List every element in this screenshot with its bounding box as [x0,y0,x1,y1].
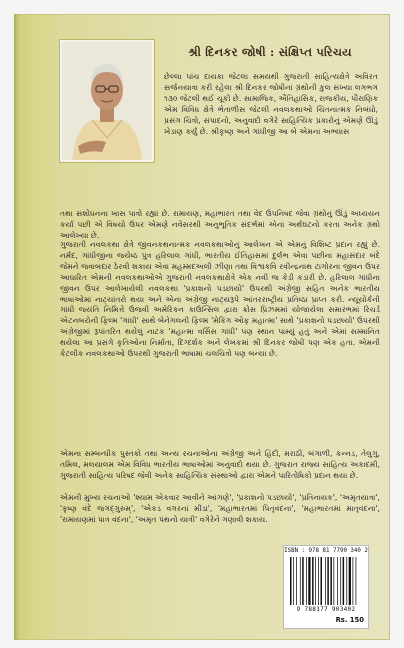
barcode-bar [343,557,345,605]
intro-paragraph: છેલ્લા પાંચ દાયકા જેટલા સમયથી ગુજરાતી સાહિત્યક્ષેત્રે અવિરત સર્જનયાત્રા કરી રહેલા શ્રી દિનકર જોષીનાં ગ્રંથોની કુલ સંખ્યા લગભગ ૧૩૦ જેટલી થઈ ચૂકી છે. સામાજિક, ઐતિહાસિક, રાજકીય, પૌરાણિક એમ વિવિધ ક્ષેત્રે ભેતાળીસ જેટલી નવલકથાઓ ચિંતનાત્મક નિબંધો, પ્રસંગ ચિત્રો, સંપાદનો, અનુવાદો વગેરે સાહિત્યિક પ્રકારોનું એમણે ઊંડું ખેડાણ કર્યું છે. શ્રીકૃષ્ણ અને ગાંધીજી આ બે એમના અભ્યાસ [164,72,378,136]
author-photo [60,40,154,162]
barcode-bar [312,557,314,605]
major-works-paragraph: એમની મુખ્ય રચનાઓ 'શ્યામ એકવાર આવીને આંગણે', 'પ્રકાશનો પડછાયો', 'પ્રતિનાયક', 'અમૃતયાત્રા', 'કૃષ્ણ વંદે જગદ્ગુરુમ્', 'એકડ વગરનાં મીંડા', 'મહાભારતમાં પિતૃવંદના', 'મહાભારતમાં માતૃવંદના', 'રામાયણમાં પાત્ર વંદના', 'અમૃત પંથનો યાત્રી' વગેરેને ગણાવી શકાય. [60,493,380,524]
translations-paragraph: એમના સમ્બન્ધીક પુસ્તકો તથા અન્ય રચનાઓના અંગ્રેજી અને હિંદી, મરાઠી, બંગાળી, કન્નડ, તેલુગુ, તમિલ, મલયાલમ એમ વિવિધ ભારતીય ભાષાઓમાં અનુવાદો થયા છે. ગુજરાત રાજ્ય સાહિત્ય અકાદમી, ગુજરાતી સાહિત્ય પરિષદ જેવી અનેક સાહિત્યિક સંસ્થાઓ દ્વારા એમને પારિતોષિકો પ્રદાન થયા છે. [60,449,380,480]
barcode-bar [337,557,338,605]
barcode-bar [349,557,351,605]
isbn-text: ISBN : 978 81 7790 340 2 [284,548,368,554]
spine-edge [14,14,20,640]
barcode-bar [293,557,294,605]
barcode-bar [325,557,326,605]
barcode-image [290,557,362,605]
page-title: શ્રી દિનકર જોષી : સંક્ષિપ્ત પરિચય [188,45,352,59]
barcode-bar [318,557,319,605]
barcode-bar [296,557,297,605]
barcode-bar [327,557,329,605]
barcode-bar [330,557,332,605]
barcode-bar [340,557,341,605]
barcode-bar [300,557,301,605]
barcode-bar [333,557,334,605]
barcode-label [283,545,369,629]
author-portrait-illustration [62,42,152,160]
novels-paragraph: ગુજરાતી નવલકથા ક્ષેત્રે જીવનકથનાત્મક નવલકથાઓનું આલેખન એ એમનું વિશિષ્ટ પ્રદાન રહ્યું છે. નર્મદ, ગાંધીજીના જયેષ્ઠ પુત્ર હરિલાલ ગાંધી, ભારતીય ઈતિહાસમાં દુર્લભ એવા પછીના મહાસંદાર બંદે જેમને જવાબદાર ઠેરવી શકાય એવા મહમ્મદઅલી ઝીણા તથા વિશ્વકવિ રવીન્દ્રનાથ ટાગોરના જીવન ઉપર આધારિત એમની નવલકથાઓએ ગુજરાતી નવલકથાક્ષેત્રે એક નવી જ કેડી કંડારી છે. હરિલાલ ગાંધીના જીવન ઉપર આલેખાયેલી નવલકથા 'પ્રકાશનો પડછાયો' ઉપરથી અંગ્રેજી સહિત અનેક ભારતીય ભાષાઓમાં નાટ્યાંતરો થયા અને એના અંગ્રેજી નાટ્યરૂપે આંતરરાષ્ટ્રીય પ્રતિષ્ઠા પ્રાપ્ત કરી. ન્યૂયોર્કની ગાંધી જયંતિ નિમિત્તે ઉજવી અમેરિકન કાઉન્સિલ દ્વારા ક્રોસ પ્રિઝમમાં યોજાયેલા સમારંભમાં રિચર્ડ એટનબરોની ફિલ્મ 'ગાંધી' સાથે બેનેગલની ફિલ્મ 'મેકિંગ ઓફ મહાત્મા' સાથે 'પ્રકાશનો પડછાયો' ઉપરથી અંગ્રેજીમાં રૂપાંતરિત થયેલું નાટક 'મહાત્મા વર્સિસ ગાંધી' પણ સ્થાન પામ્યું હતું અને એમાં સમ્માનિત થયેલા આ પ્રસંગે કૃતિઓના નિર્માતા, દિગ્દર્શક અને લેખકમાં શ્રી દિનકર જોષી પણ એક હતા. એમની કેટલીક નવલકથાઓ ઉપરથી ગુજરાતી ભાષામાં ચલચિત્રો પણ બન્યા છે. [60,240,380,359]
barcode-bar [306,557,307,605]
barcode-bar [290,557,292,605]
barcode-bar [356,557,357,605]
intro-paragraph-continued: તથા સંશોધનના ખાસ પાત્રો રહ્યાં છે. રામાયણ, મહાભારત તથા વેદ ઉપનિષદ જેવા ગ્રંથોનું ઊંડું અધ્યયન કર્યા પછી એ વિષયો ઉપર એમણે નવેસરથી અનુભૂતિક સંદર્ભમાં એના અર્થઘટનો કરતા અનેક ગ્રંથો આલેખ્યા છે. [60,209,380,240]
price-label: Rs. 150 [335,616,364,624]
barcode-bar [321,557,323,605]
barcode-bar [302,557,304,605]
barcode-bar [308,557,310,605]
barcode-number: 9 788177 903402 [296,606,356,613]
barcode-bar [315,557,316,605]
barcode-bar [353,557,354,605]
barcode-bar [346,557,347,605]
